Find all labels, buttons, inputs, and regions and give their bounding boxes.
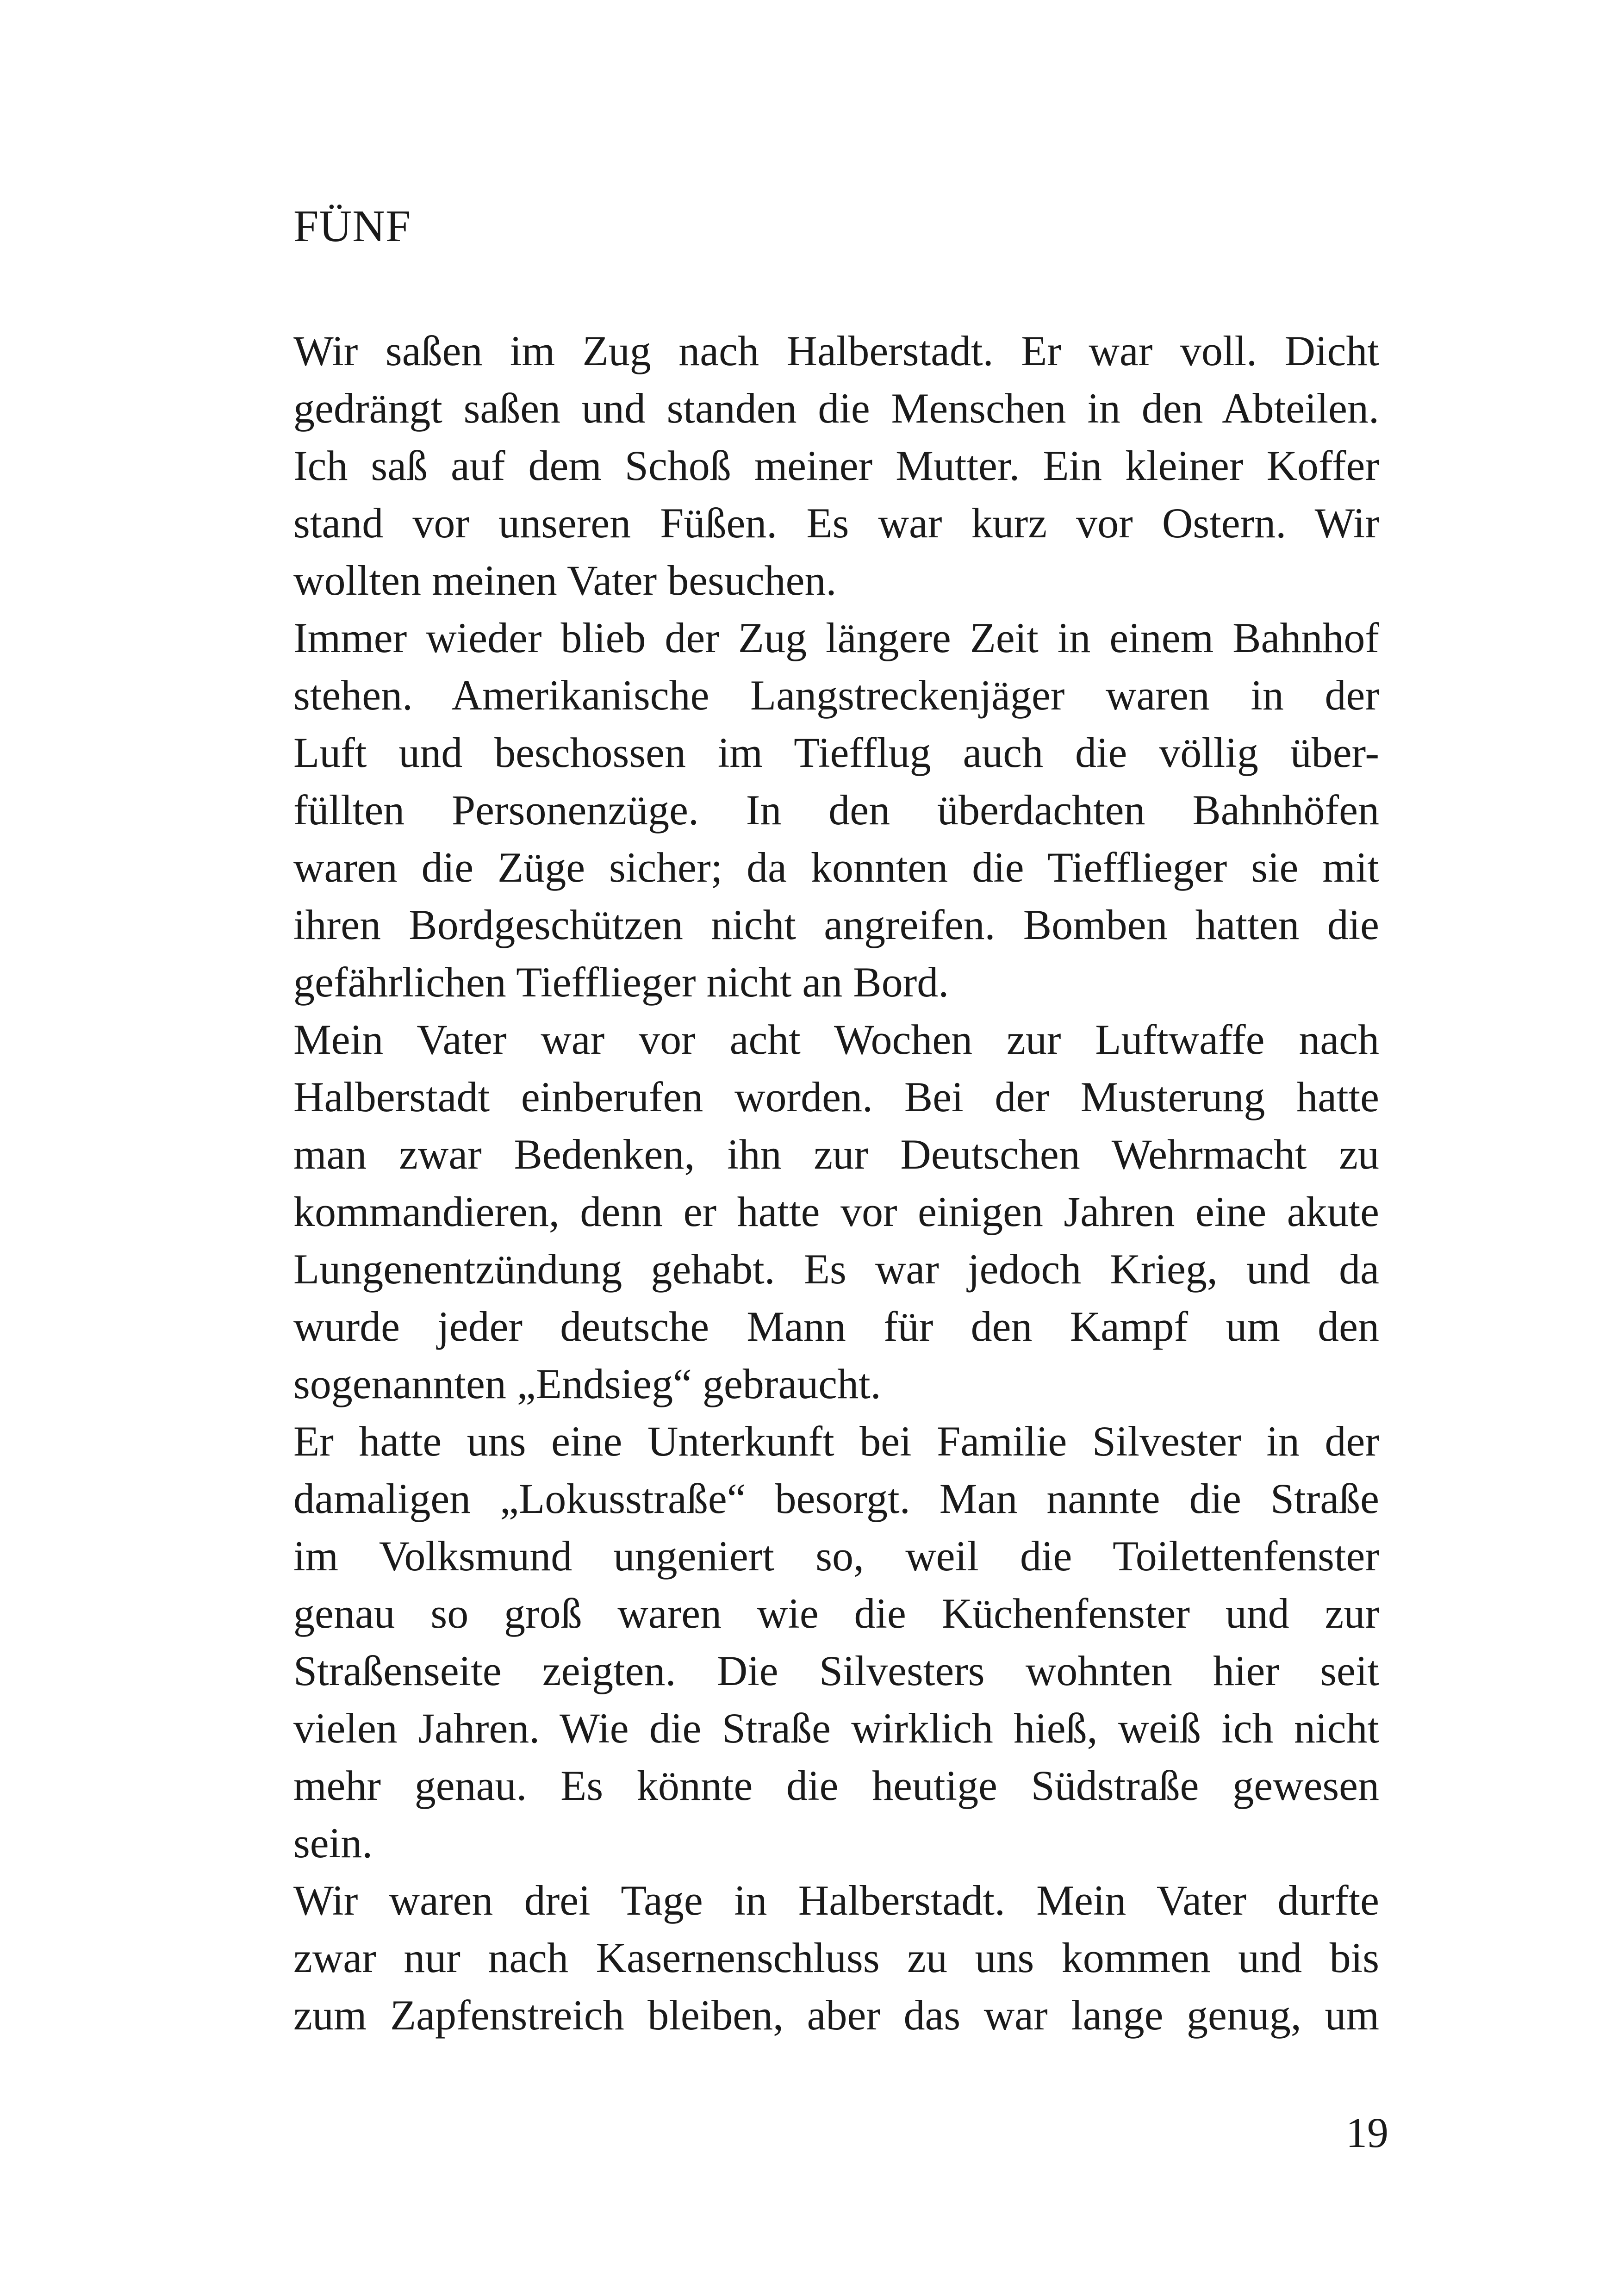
body-text [293,322,1379,2044]
text-line: zwar nur nach Kasernenschluss zu uns kommen und bis [293,1934,1379,1981]
text-line: gefährlichen Tiefflieger nicht an Bord. [293,958,949,1006]
text-line: kommandieren, denn er hatte vor einigen Jahren eine akute [293,1188,1379,1235]
text-line: Wir waren drei Tage in Halberstadt. Mein Vater durfte [293,1877,1379,1924]
text-line: sein. [293,1819,373,1867]
text-line: Mein Vater war vor acht Wochen zur Luftwaffe nach [293,1016,1379,1063]
text-line: im Volksmund ungeniert so, weil die Toilettenfenster [293,1532,1379,1580]
text-line: Immer wieder blieb der Zug längere Zeit in einem Bahnhof [293,614,1379,661]
text-line: mehr genau. Es könnte die heutige Südstraße gewesen [293,1762,1379,1809]
text-line: gedrängt saßen und standen die Menschen in den Abteilen. [293,385,1379,432]
text-line: Lungenentzündung gehabt. Es war jedoch Krieg, und da [293,1245,1379,1293]
text-line: Straßenseite zeigten. Die Silvesters wohnten hier seit [293,1647,1379,1694]
text-line: sogenannten „Endsieg“ gebraucht. [293,1360,881,1407]
text-line: stand vor unseren Füßen. Es war kurz vor Ostern. Wir [293,499,1379,547]
text-line: ihren Bordgeschützen nicht angreifen. Bomben hatten die [293,901,1379,948]
text-line: man zwar Bedenken, ihn zur Deutschen Wehrmacht zu [293,1131,1379,1178]
text-line: wollten meinen Vater besuchen. [293,557,837,604]
text-line: Halberstadt einberufen worden. Bei der Musterung hatte [293,1073,1379,1120]
text-line: Luft und beschossen im Tiefflug auch die völlig über- [293,729,1379,776]
text-line: Wir saßen im Zug nach Halberstadt. Er war voll. Dicht [293,327,1379,374]
text-line: zum Zapfenstreich bleiben, aber das war lange genug, um [293,1991,1379,2039]
text-line: waren die Züge sicher; da konnten die Tiefflieger sie mit [293,844,1379,891]
chapter-title: FÜNF [293,201,411,251]
text-line: damaligen „Lokusstraße“ besorgt. Man nannte die Straße [293,1475,1379,1522]
page-number: 19 [1346,2109,1388,2156]
text-line: stehen. Amerikanische Langstreckenjäger waren in der [293,672,1379,719]
text-line: Ich saß auf dem Schoß meiner Mutter. Ein kleiner Koffer [293,442,1379,489]
text-line: vielen Jahren. Wie die Straße wirklich hieß, weiß ich nicht [293,1705,1379,1752]
text-line: wurde jeder deutsche Mann für den Kampf um den [293,1303,1379,1350]
text-line: Er hatte uns eine Unterkunft bei Familie Silvester in der [293,1418,1379,1465]
text-line: genau so groß waren wie die Küchenfenster und zur [293,1590,1379,1637]
text-line: füllten Personenzüge. In den überdachten Bahnhöfen [293,786,1379,834]
